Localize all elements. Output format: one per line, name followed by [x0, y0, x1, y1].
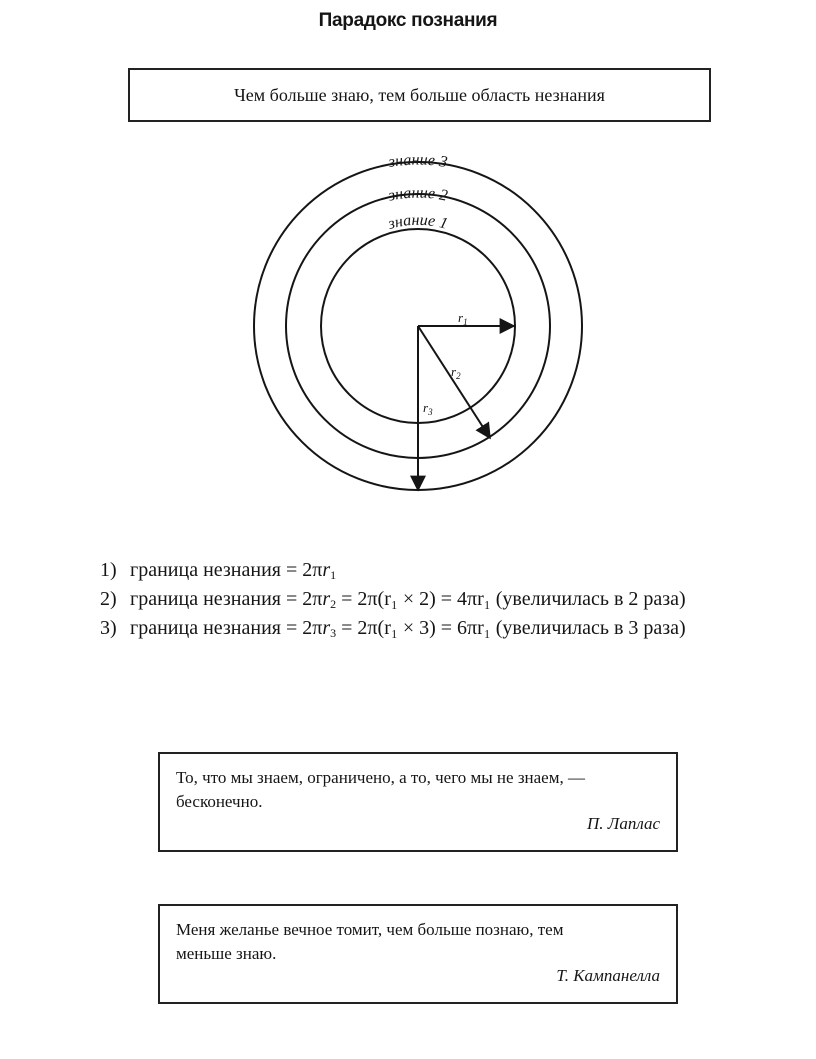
quote-box-laplace	[158, 752, 678, 852]
quote-text: Меня желанье вечное томит, чем больше познаю, тем меньше знаю.	[176, 920, 564, 963]
page-title: Парадокс познания	[318, 10, 498, 31]
formula-3: 3) граница незнания = $2\pi r_3 = 2\pi(r_1 \times 3) = 6\pi r_1$ (увеличилась в 3 раза)	[100, 617, 686, 640]
radius-r2-arrow	[418, 326, 490, 438]
quote-author: Т. Кампанелла	[556, 966, 660, 985]
quote-box-campanella	[158, 904, 678, 1004]
formula-list	[100, 556, 776, 643]
ring-label-1: знание 1	[386, 211, 450, 233]
quote-text: То, что мы знаем, ограничено, а то, чего мы не знаем, — бесконечно.	[176, 768, 585, 811]
radius-label-r1: $r_1$	[458, 310, 468, 327]
ring-label-3: знание 3	[387, 151, 449, 172]
radius-label-r2: $r_2$	[451, 364, 461, 381]
thesis-text: Чем больше знаю, тем больше область незнания	[234, 84, 605, 105]
formula-2: 2) граница незнания = $2\pi r_2 = 2\pi(r_1 \times 2) = 4\pi r_1$ (увеличилась в 2 раза)	[100, 588, 686, 611]
quote-author: П. Лаплас	[587, 814, 660, 833]
formula-1: 1) граница незнания = $2\pi r_1$	[100, 559, 337, 582]
ring-label-2: знание 2	[386, 184, 449, 205]
radius-label-r3: $r_3$	[423, 400, 433, 417]
